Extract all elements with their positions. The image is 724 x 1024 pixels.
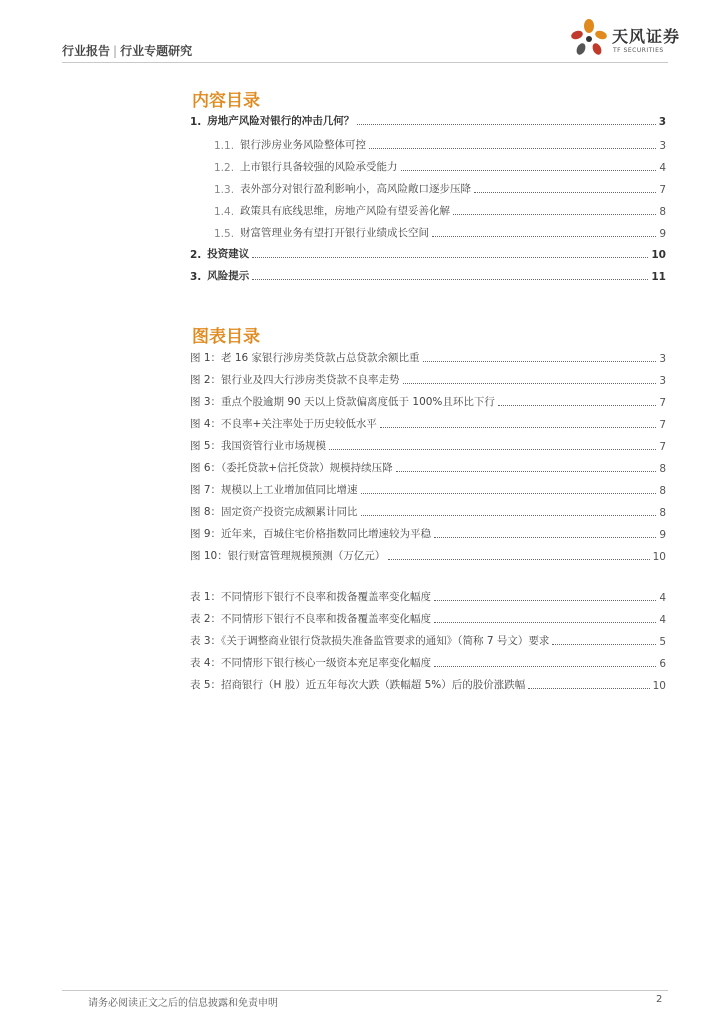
table-entry[interactable] <box>190 654 666 670</box>
figures-title: 图表目录 <box>192 327 260 347</box>
figure-entry-page: 9 <box>659 529 666 541</box>
figure-entry-text: 图 4：不良率+关注率处于历史较低水平 <box>190 418 377 430</box>
table-entry-text: 表 5：招商银行（H 股）近五年每次大跌（跌幅超 5%）后的股价涨跌幅 <box>190 679 526 691</box>
toc-leader-dots <box>403 382 657 384</box>
toc-leader-dots <box>453 213 656 215</box>
table-entry-page: 10 <box>652 680 666 692</box>
toc-entry-text: 上市银行具备较强的风险承受能力 <box>240 161 398 173</box>
figure-entry-text: 图 10：银行财富管理规模预测（万亿元） <box>190 550 386 562</box>
toc-entry[interactable] <box>190 267 666 283</box>
toc-entry-number: 1. <box>190 116 202 128</box>
toc-leader-dots <box>423 360 657 362</box>
figure-entry-text: 图 9：近年来，百城住宅价格指数同比增速较为平稳 <box>190 528 432 540</box>
company-logo <box>568 18 680 62</box>
toc-leader-dots <box>552 643 656 645</box>
toc-leader-dots <box>380 426 656 428</box>
figure-entry-text: 图 6：（委托贷款+信托贷款）规模持续压降 <box>190 462 393 474</box>
figure-entry[interactable] <box>190 349 666 365</box>
logo-text-en: TF SECURITIES <box>613 47 664 54</box>
figure-entry[interactable] <box>190 415 666 431</box>
figure-entry-page: 8 <box>659 507 666 519</box>
toc-entry[interactable] <box>190 245 666 261</box>
toc-entry-page: 3 <box>659 140 666 152</box>
toc-entry-number: 1.3. <box>214 184 235 196</box>
toc-entry-text: 风险提示 <box>207 270 250 282</box>
table-entry-text: 表 4：不同情形下银行核心一级资本充足率变化幅度 <box>190 657 432 669</box>
table-entry-text: 表 3：《关于调整商业银行贷款损失准备监管要求的通知》（简称 7 号文）要求 <box>190 635 550 647</box>
toc-leader-dots <box>361 514 657 516</box>
figure-entry-text: 图 8：固定资产投资完成额累计同比 <box>190 506 358 518</box>
figure-entry-page: 10 <box>652 551 666 563</box>
toc-entry-page: 9 <box>659 228 666 240</box>
toc-leader-dots <box>434 665 656 667</box>
logo-petal-bottom-left <box>575 42 587 56</box>
toc-entry-number: 1.4. <box>214 206 235 218</box>
toc-leader-dots <box>329 448 656 450</box>
toc-entry[interactable] <box>214 158 666 174</box>
report-type: 行业报告 <box>62 44 111 58</box>
toc-entry[interactable] <box>214 202 666 218</box>
toc-entry[interactable] <box>214 224 666 240</box>
toc-leader-dots <box>432 235 656 237</box>
logo-petal-bottom-right <box>591 42 603 56</box>
logo-petal-top <box>584 19 594 33</box>
toc-entry-page: 10 <box>651 249 666 261</box>
page-number: 2 <box>656 994 663 1005</box>
toc-entry-page: 3 <box>658 116 666 128</box>
toc-title: 内容目录 <box>192 91 260 111</box>
figure-entry-page: 8 <box>659 485 666 497</box>
logo-petal-right <box>594 29 608 41</box>
toc-entry-number: 2. <box>190 249 202 261</box>
footer-divider <box>62 990 668 991</box>
logo-text-cn: 天风证券 <box>612 27 681 46</box>
toc-entry[interactable] <box>214 136 666 152</box>
toc-leader-dots <box>396 470 657 472</box>
flower-logo-icon <box>568 18 610 62</box>
toc-leader-dots <box>361 492 657 494</box>
figure-entry-page: 7 <box>659 441 666 453</box>
table-entry-page: 5 <box>659 636 666 648</box>
toc-entry-page: 7 <box>659 184 666 196</box>
figure-entry[interactable] <box>190 393 666 409</box>
header-divider <box>62 62 668 63</box>
toc-leader-dots <box>434 536 656 538</box>
toc-entry-text: 表外部分对银行盈利影响小，高风险敞口逐步压降 <box>240 183 472 195</box>
figure-entry-text: 图 5：我国资管行业市场规模 <box>190 440 327 452</box>
toc-entry-text: 政策具有底线思维，房地产风险有望妥善化解 <box>240 205 451 217</box>
figure-entry[interactable] <box>190 503 666 519</box>
toc-leader-dots <box>369 147 656 149</box>
header-separator: | <box>113 44 118 58</box>
toc-leader-dots <box>252 256 648 258</box>
report-category <box>62 42 192 59</box>
toc-entry-page: 8 <box>659 206 666 218</box>
report-subtype: 行业专题研究 <box>120 44 193 58</box>
figure-entry[interactable] <box>190 481 666 497</box>
toc-entry-text: 投资建议 <box>207 248 250 260</box>
toc-leader-dots <box>474 191 656 193</box>
toc-entry-page: 4 <box>659 162 666 174</box>
figure-entry-page: 7 <box>659 419 666 431</box>
figure-entry[interactable] <box>190 547 666 563</box>
figure-entry-page: 3 <box>659 375 666 387</box>
figure-entry-text: 图 3：重点个股逾期 90 天以上贷款偏离度低于 100%且环比下行 <box>190 396 495 408</box>
table-entry-page: 6 <box>659 658 666 670</box>
table-entry-page: 4 <box>659 592 666 604</box>
table-entry[interactable] <box>190 588 666 604</box>
figure-entry-page: 7 <box>659 397 666 409</box>
footer-disclaimer: 请务必阅读正文之后的信息披露和免责申明 <box>88 998 278 1009</box>
toc-leader-dots <box>357 123 655 125</box>
figure-entry-text: 图 7：规模以上工业增加值同比增速 <box>190 484 358 496</box>
figure-entry-text: 图 2：银行业及四大行涉房类贷款不良率走势 <box>190 374 400 386</box>
toc-entry-number: 1.1. <box>214 140 235 152</box>
toc-entry-text: 房地产风险对银行的冲击几何？ <box>207 115 355 127</box>
toc-leader-dots <box>434 621 656 623</box>
toc-leader-dots <box>528 687 649 689</box>
table-entry[interactable] <box>190 632 666 648</box>
figure-entry[interactable] <box>190 459 666 475</box>
figure-entry[interactable] <box>190 437 666 453</box>
figure-entry[interactable] <box>190 371 666 387</box>
table-entry-text: 表 2：不同情形下银行不良率和拨备覆盖率变化幅度 <box>190 613 432 625</box>
toc-leader-dots <box>388 558 649 560</box>
figure-entry-page: 8 <box>659 463 666 475</box>
toc-entry[interactable] <box>190 112 666 128</box>
logo-petal-left <box>570 29 584 41</box>
toc-leader-dots <box>401 169 657 171</box>
logo-center <box>586 36 592 42</box>
toc-entry-number: 1.2. <box>214 162 235 174</box>
toc-leader-dots <box>252 278 648 280</box>
figure-entry-page: 3 <box>659 353 666 365</box>
toc-entry-text: 财富管理业务有望打开银行业绩成长空间 <box>240 227 430 239</box>
figure-entry[interactable] <box>190 525 666 541</box>
table-entry-text: 表 1：不同情形下银行不良率和拨备覆盖率变化幅度 <box>190 591 432 603</box>
toc-entry[interactable] <box>214 180 666 196</box>
toc-entry-number: 1.5. <box>214 228 235 240</box>
toc-entry-number: 3. <box>190 271 202 283</box>
figure-entry-text: 图 1：老 16 家银行涉房类贷款占总贷款余额比重 <box>190 352 420 364</box>
table-entry[interactable] <box>190 676 666 692</box>
toc-entry-text: 银行涉房业务风险整体可控 <box>240 139 367 151</box>
toc-leader-dots <box>498 404 656 406</box>
table-entry[interactable] <box>190 610 666 626</box>
table-entry-page: 4 <box>659 614 666 626</box>
toc-entry-page: 11 <box>651 271 666 283</box>
toc-leader-dots <box>434 599 656 601</box>
